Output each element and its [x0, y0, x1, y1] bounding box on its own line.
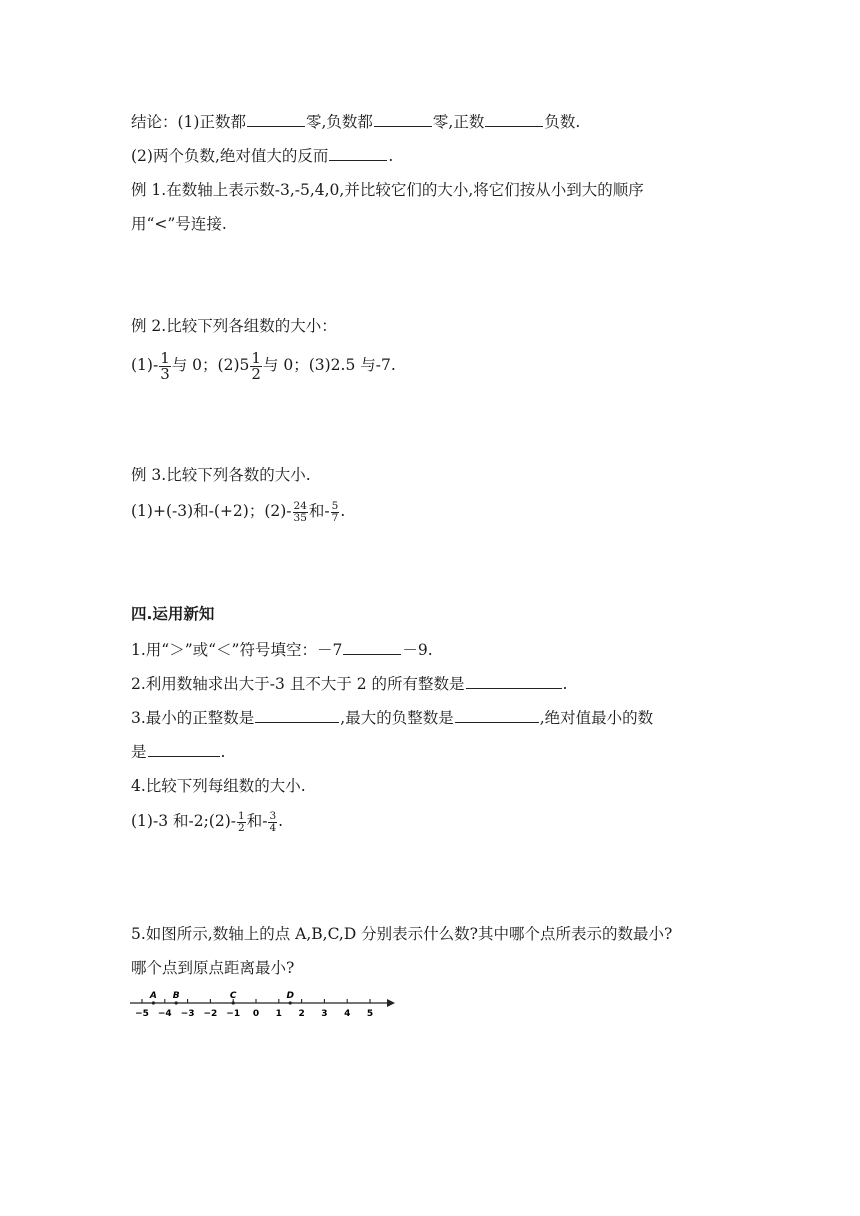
fraction — [250, 348, 262, 383]
question-3-text: 3.最小的正整数是 — [131, 709, 255, 727]
conclusion-line-2 — [131, 146, 393, 166]
answer-blank[interactable] — [485, 112, 543, 127]
denominator: 4 — [269, 821, 277, 834]
example-1-line-1: 例 1.在数轴上表示数-3,-5,4,0,并比较它们的大小,将它们按从小到大的顺序 — [131, 181, 644, 199]
answer-blank[interactable] — [374, 112, 432, 127]
point-marker — [175, 1001, 178, 1004]
example-3-text: (1)+(-3)和-(+2)；(2)- — [131, 502, 292, 520]
example-2-title: 例 2.比较下列各组数的大小： — [131, 317, 337, 335]
question-3-line-2 — [131, 742, 225, 762]
point-label: B — [172, 991, 180, 1001]
fraction — [237, 811, 246, 833]
fraction — [293, 501, 308, 523]
denominator: 2 — [251, 364, 261, 383]
example-3-title: 例 3.比较下列各数的大小. — [131, 466, 311, 484]
tick-label: −2 — [203, 1009, 218, 1019]
denominator: 35 — [293, 511, 307, 524]
numerator: 1 — [238, 810, 245, 822]
question-2-text: . — [562, 675, 568, 693]
fraction — [331, 501, 340, 523]
denominator: 2 — [238, 821, 245, 834]
question-1 — [131, 640, 433, 660]
question-4-items — [131, 808, 283, 834]
answer-blank[interactable] — [343, 640, 401, 655]
conclusion-text-6: . — [388, 147, 394, 165]
conclusion-text-3: 零,正数 — [432, 113, 485, 131]
answer-blank[interactable] — [255, 708, 339, 723]
point-label: A — [149, 991, 157, 1001]
question-5-line-2: 哪个点到原点距离最小? — [131, 959, 295, 977]
tick-label: 4 — [344, 1009, 351, 1019]
example-3-text: . — [340, 502, 346, 520]
conclusion-text-1: 结论：(1)正数都 — [131, 113, 246, 131]
point-marker — [152, 1001, 155, 1004]
question-4-title: 4.比较下列每组数的大小. — [131, 777, 306, 795]
question-2 — [131, 674, 567, 694]
tick-label: 1 — [275, 1009, 282, 1019]
conclusion-text-2: 零,负数都 — [305, 113, 373, 131]
tick-label: −1 — [226, 1009, 241, 1019]
fraction — [159, 348, 171, 383]
question-3-text: ,绝对值最小的数 — [539, 709, 654, 727]
question-1-text: 1.用“＞”或“＜”符号填空：－7 — [131, 641, 343, 659]
tick-label: 2 — [298, 1009, 305, 1019]
answer-blank[interactable] — [329, 146, 387, 161]
question-5-line-1: 5.如图所示,数轴上的点 A,B,C,D 分别表示什么数?其中哪个点所表示的数最小? — [131, 925, 673, 943]
fraction — [268, 811, 277, 833]
numerator: 5 — [331, 500, 339, 512]
point-marker — [232, 1001, 235, 1004]
example-3-items — [131, 498, 345, 524]
question-4-text: 和- — [246, 812, 268, 830]
arrow-head-icon — [387, 999, 395, 1007]
example-3-text: 和- — [308, 502, 330, 520]
example-2-text: 与 0；(3)2.5 与-7. — [262, 356, 396, 374]
example-2-text: 与 0；(2)5 — [171, 356, 250, 374]
numerator: 1 — [160, 348, 170, 367]
question-3-text: . — [220, 743, 226, 761]
question-2-text: 2.利用数轴求出大于-3 且不大于 2 的所有整数是 — [131, 675, 465, 693]
example-1-line-2: 用“<”号连接. — [131, 215, 227, 233]
answer-blank[interactable] — [247, 112, 305, 127]
example-2-text: (1)- — [131, 356, 159, 374]
point-label: D — [286, 991, 294, 1001]
point-label: C — [229, 991, 237, 1001]
point-marker — [289, 1001, 292, 1004]
tick-label: 3 — [321, 1009, 328, 1019]
conclusion-text-4: 负数. — [544, 113, 581, 131]
question-3-line-1 — [131, 708, 653, 728]
tick-label: 5 — [366, 1009, 374, 1019]
question-1-text: －9. — [402, 641, 433, 659]
denominator: 3 — [160, 364, 170, 383]
tick-label: −3 — [180, 1009, 195, 1019]
number-line-figure — [125, 988, 400, 1022]
question-3-text: 是 — [131, 743, 147, 761]
answer-blank[interactable] — [455, 708, 539, 723]
tick-label: 0 — [252, 1009, 260, 1019]
tick-label: −4 — [157, 1009, 172, 1019]
answer-blank[interactable] — [466, 674, 562, 689]
denominator: 7 — [331, 511, 339, 524]
numerator: 24 — [293, 500, 307, 512]
conclusion-text-5: (2)两个负数,绝对值大的反而 — [131, 147, 329, 165]
question-3-text: ,最大的负整数是 — [340, 709, 454, 727]
conclusion-line-1 — [131, 112, 580, 132]
tick-label: −5 — [135, 1009, 149, 1019]
answer-blank[interactable] — [148, 742, 220, 757]
section-heading: 四.运用新知 — [131, 605, 215, 623]
question-4-text: (1)-3 和-2;(2)- — [131, 812, 236, 830]
numerator: 1 — [251, 348, 261, 367]
question-4-text: . — [278, 812, 284, 830]
example-2-items — [131, 350, 396, 382]
numerator: 3 — [269, 810, 277, 822]
